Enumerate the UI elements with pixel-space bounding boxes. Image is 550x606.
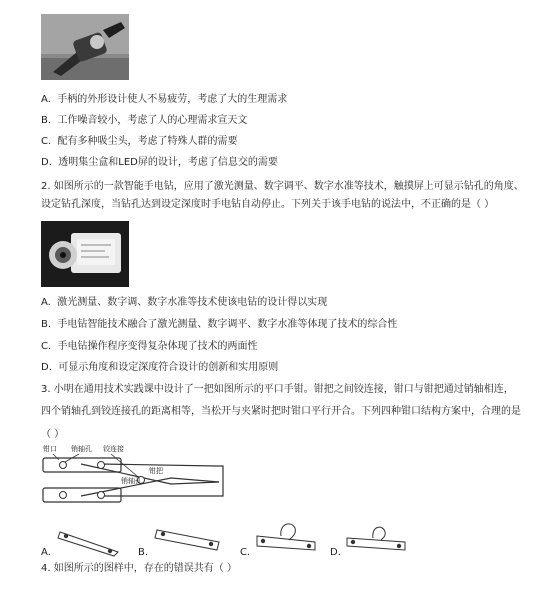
q2-option-c [41,340,258,353]
q1-option-a [41,93,287,106]
q3-stem-line1: 3. 小明在通用技术实践课中设计了一把如图所示的平口手钳。钳把之间铰连接，钳口与钳把通过销轴相连， [41,384,514,395]
smart-drill-photo [41,221,129,287]
q3-stem-line3: （ ） [41,429,65,440]
choice-d-figure [345,518,411,556]
choice-c-label: C. [240,547,251,558]
pin-hole-label: 销轴孔 [71,445,92,453]
pin-hole-label-2: 销轴孔 [121,477,142,485]
choice-c-figure [255,518,321,556]
option-letter: A. [41,297,51,308]
choice-b-figure [153,520,225,556]
choice-a-label: A. [41,547,51,558]
option-text: 透明集尘盒和LED屏的设计，考虑了信息交的需要 [58,157,278,168]
option-text: 工作噪音较小，考虑了人的心理需求宣天文 [57,115,248,126]
option-letter: D. [41,362,52,373]
option-text: 配有多种吸尘头，考虑了特殊人群的需要 [57,136,238,147]
option-letter: D. [41,157,52,168]
pliers-diagram [41,444,231,524]
choice-b-label: B. [138,547,149,558]
option-text: 激光测量、数字调、数字水准等技术使该电钻的设计得以实现 [57,297,328,308]
option-letter: C. [41,341,52,352]
q1-option-c [41,135,238,148]
q3-stem-line2: 四个销轴孔到铰连接孔的距离相等，当松开与夹紧时把时钳口平行开合。下列四种钳口结构方案中，合理的是 [41,406,521,417]
hinge-label: 铰连接 [103,445,124,453]
q2-stem-line2: 设定钻孔深度，当钻孔达到设定深度时手电钻自动停止。下列关于该手电钻的说法中，不正确的是（ ） [41,199,495,210]
choice-a-figure [56,518,126,558]
jaw-label: 钳口 [43,445,57,453]
option-text: 手电钻操作程序变得复杂体现了技术的两面性 [57,341,258,352]
option-text: 手电钻智能技术融合了激光测量、数字调平、数字水准等体现了技术的综合性 [57,319,398,330]
q2-option-b [41,318,397,331]
option-letter: B. [41,319,52,330]
q2-option-d [41,361,278,374]
option-text: 可显示角度和设定深度符合设计的创新和实用原则 [58,362,279,373]
choice-d-label: D. [330,547,341,558]
option-text: 手柄的外形设计使人不易疲劳，考虑了大的生理需求 [57,94,288,105]
q1-option-d [41,156,278,169]
q1-option-b [41,114,247,127]
handle-label: 钳把 [149,467,163,475]
option-letter: C. [41,136,52,147]
vacuum-cleaner-photo [41,14,129,80]
q4-stem: 4. 如图所示的图样中，存在的错误共有（ ） [41,563,237,574]
q2-stem-line1: 2. 如图所示的一款智能手电钻，应用了激光测量、数字调平、数字水准等技术，触摸屏上可显示钻孔的角度、 [41,181,524,192]
option-letter: B. [41,115,52,126]
option-letter: A. [41,94,51,105]
q2-option-a [41,296,327,309]
